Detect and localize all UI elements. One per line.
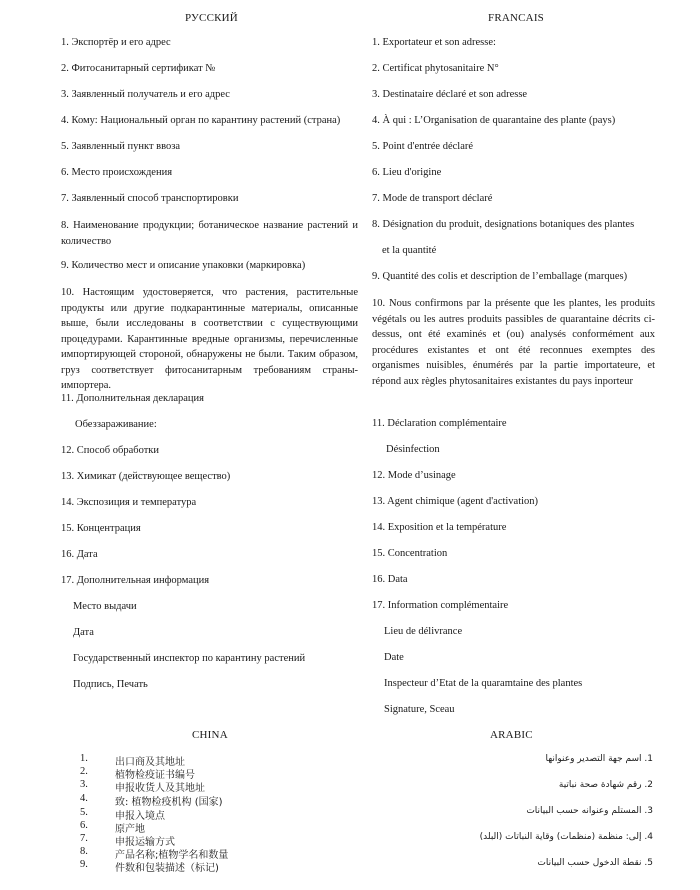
ru-item-17-place: Место выдачи bbox=[73, 601, 137, 612]
fr-item-11: 11. Déclaration complémentaire bbox=[372, 418, 507, 429]
fr-item-1: 1. Exportateur et son adresse: bbox=[372, 37, 496, 48]
zh-item-num: 3. bbox=[80, 779, 88, 790]
fr-item-16: 16. Data bbox=[372, 574, 408, 585]
zh-item-text: 植物检疫证书编号 bbox=[115, 770, 195, 781]
ru-item-1: 1. Экспортёр и его адрес bbox=[61, 37, 171, 48]
ru-item-16: 16. Дата bbox=[61, 549, 98, 560]
ru-item-17-inspector: Государственный инспектор по карантину растений bbox=[73, 653, 306, 664]
ru-item-15: 15. Концентрация bbox=[61, 523, 141, 534]
ru-item-2: 2. Фитосанитарный сертификат № bbox=[61, 63, 216, 74]
zh-item-num: 7. bbox=[80, 833, 88, 844]
ru-item-6: 6. Место происхождения bbox=[61, 167, 173, 178]
fr-item-17: 17. Information complémentaire bbox=[372, 600, 509, 611]
fr-item-15: 15. Concentration bbox=[372, 548, 448, 559]
fr-item-7: 7. Mode de transport déclaré bbox=[372, 193, 493, 204]
fr-item-13: 13. Agent chimique (agent d'activation) bbox=[372, 496, 539, 507]
russian-heading: РУССКИЙ bbox=[185, 12, 238, 24]
zh-item-text: 出口商及其地址 bbox=[115, 757, 185, 768]
zh-item-text: 产品名称;植物学名和数量 bbox=[115, 850, 229, 861]
zh-item-num: 1. bbox=[80, 753, 88, 764]
ru-item-17-date: Дата bbox=[73, 627, 94, 638]
ru-item-13: 13. Химикат (действующее вещество) bbox=[61, 471, 231, 482]
fr-item-17-signature: Signature, Sceau bbox=[384, 704, 455, 715]
ar-item-4: 4. إلى: منظمة (منظمات) وقاية النباتات (البلد) bbox=[479, 832, 653, 842]
fr-item-17-place: Lieu de délivrance bbox=[384, 626, 463, 637]
ru-item-12: 12. Способ обработки bbox=[61, 445, 160, 456]
zh-item-text: 致: 植物检疫机构 (国家) bbox=[115, 797, 223, 808]
fr-item-17-date: Date bbox=[384, 652, 404, 663]
fr-item-6: 6. Lieu d'origine bbox=[372, 167, 442, 178]
fr-item-17-inspector: Inspecteur d’Etat de la quaramtaine des plantes bbox=[384, 678, 583, 689]
arabic-heading: ARABIC bbox=[490, 729, 533, 741]
ru-item-17: 17. Дополнительная информация bbox=[61, 575, 210, 586]
ar-item-2: 2. رقم شهادة صحة نباتية bbox=[558, 780, 653, 790]
ru-item-14: 14. Экспозиция и температура bbox=[61, 497, 197, 508]
fr-item-8: 8. Désignation du produit, designations botaniques des plantes bbox=[372, 219, 635, 230]
ru-item-7: 7. Заявленный способ транспортировки bbox=[61, 193, 239, 204]
ru-item-10: 10. Настоящим удостоверяется, что растения, растительные продукты или другие подкарантинные материалы, описанные выше, были исследованы в соответствии с существующими процедурами. Карантинные вредные организмы, перечисленные импортирующей стороной, обнаружены не были. Таким образом, груз соответствует фитосанитарным требованиям страны-импортера. bbox=[61, 287, 358, 391]
zh-item-text: 申报入境点 bbox=[115, 811, 165, 822]
fr-item-10: 10. Nous confirmons par la présente que les plantes, les produits végétals ou les autres produits passibles de quarantaine décrits ci-dessus, ont été examinés et (ou) analysés conformément aux procédures existantes et ont été reconnues exemptes des organismes nuisibles, énumérés par la partie importateure, et répond aux règles phytosanitaires existantes du pays inporteur bbox=[372, 298, 655, 387]
zh-item-num: 4. bbox=[80, 793, 88, 804]
french-heading: FRANCAIS bbox=[488, 12, 545, 24]
zh-item-num: 6. bbox=[80, 820, 88, 831]
zh-item-text: 申报收货人及其地址 bbox=[115, 783, 205, 794]
ru-item-8: 8. Наименование продукции; ботаническое название растений и количество bbox=[61, 220, 358, 247]
zh-item-text: 原产地 bbox=[115, 824, 145, 835]
zh-item-num: 5. bbox=[80, 807, 88, 818]
ar-item-5: 5. نقطة الدخول حسب البيانات bbox=[537, 858, 653, 868]
ru-item-11-sub: Обеззараживание: bbox=[75, 419, 157, 430]
ru-item-4: 4. Кому: Национальный орган по карантину растений (страна) bbox=[61, 115, 341, 126]
ru-item-9: 9. Количество мест и описание упаковки (маркировка) bbox=[61, 260, 306, 271]
zh-item-text: 件数和包装描述（标记) bbox=[115, 863, 219, 874]
fr-item-12: 12. Mode d’usinage bbox=[372, 470, 456, 481]
ar-item-3: 3. المستلم وعنوانه حسب البيانات bbox=[526, 806, 653, 816]
zh-item-text: 申报运输方式 bbox=[115, 837, 175, 848]
zh-item-num: 9. bbox=[80, 859, 88, 870]
ru-item-17-signature: Подпись, Печать bbox=[73, 679, 148, 690]
fr-item-8-cont: et la quantité bbox=[382, 245, 437, 256]
zh-item-num: 8. bbox=[80, 846, 88, 857]
fr-item-3: 3. Destinataire déclaré et son adresse bbox=[372, 89, 528, 100]
ru-item-5: 5. Заявленный пункт ввоза bbox=[61, 141, 181, 152]
ru-item-11: 11. Дополнительная декларация bbox=[61, 393, 204, 404]
fr-item-4: 4. À qui : L’Organisation de quarantaine des plante (pays) bbox=[372, 115, 616, 126]
fr-item-2: 2. Certificat phytosanitaire N° bbox=[372, 63, 499, 74]
fr-item-9: 9. Quantité des colis et description de l’emballage (marques) bbox=[372, 271, 628, 282]
ar-item-1: 1. اسم جهة التصدير وعنوانها bbox=[545, 754, 653, 764]
fr-item-5: 5. Point d'entrée déclaré bbox=[372, 141, 474, 152]
fr-item-14: 14. Exposition et la température bbox=[372, 522, 507, 533]
china-heading: CHINA bbox=[192, 729, 228, 741]
ru-item-3: 3. Заявленный получатель и его адрес bbox=[61, 89, 230, 100]
zh-item-num: 2. bbox=[80, 766, 88, 777]
fr-item-11-sub: Désinfection bbox=[386, 444, 440, 455]
